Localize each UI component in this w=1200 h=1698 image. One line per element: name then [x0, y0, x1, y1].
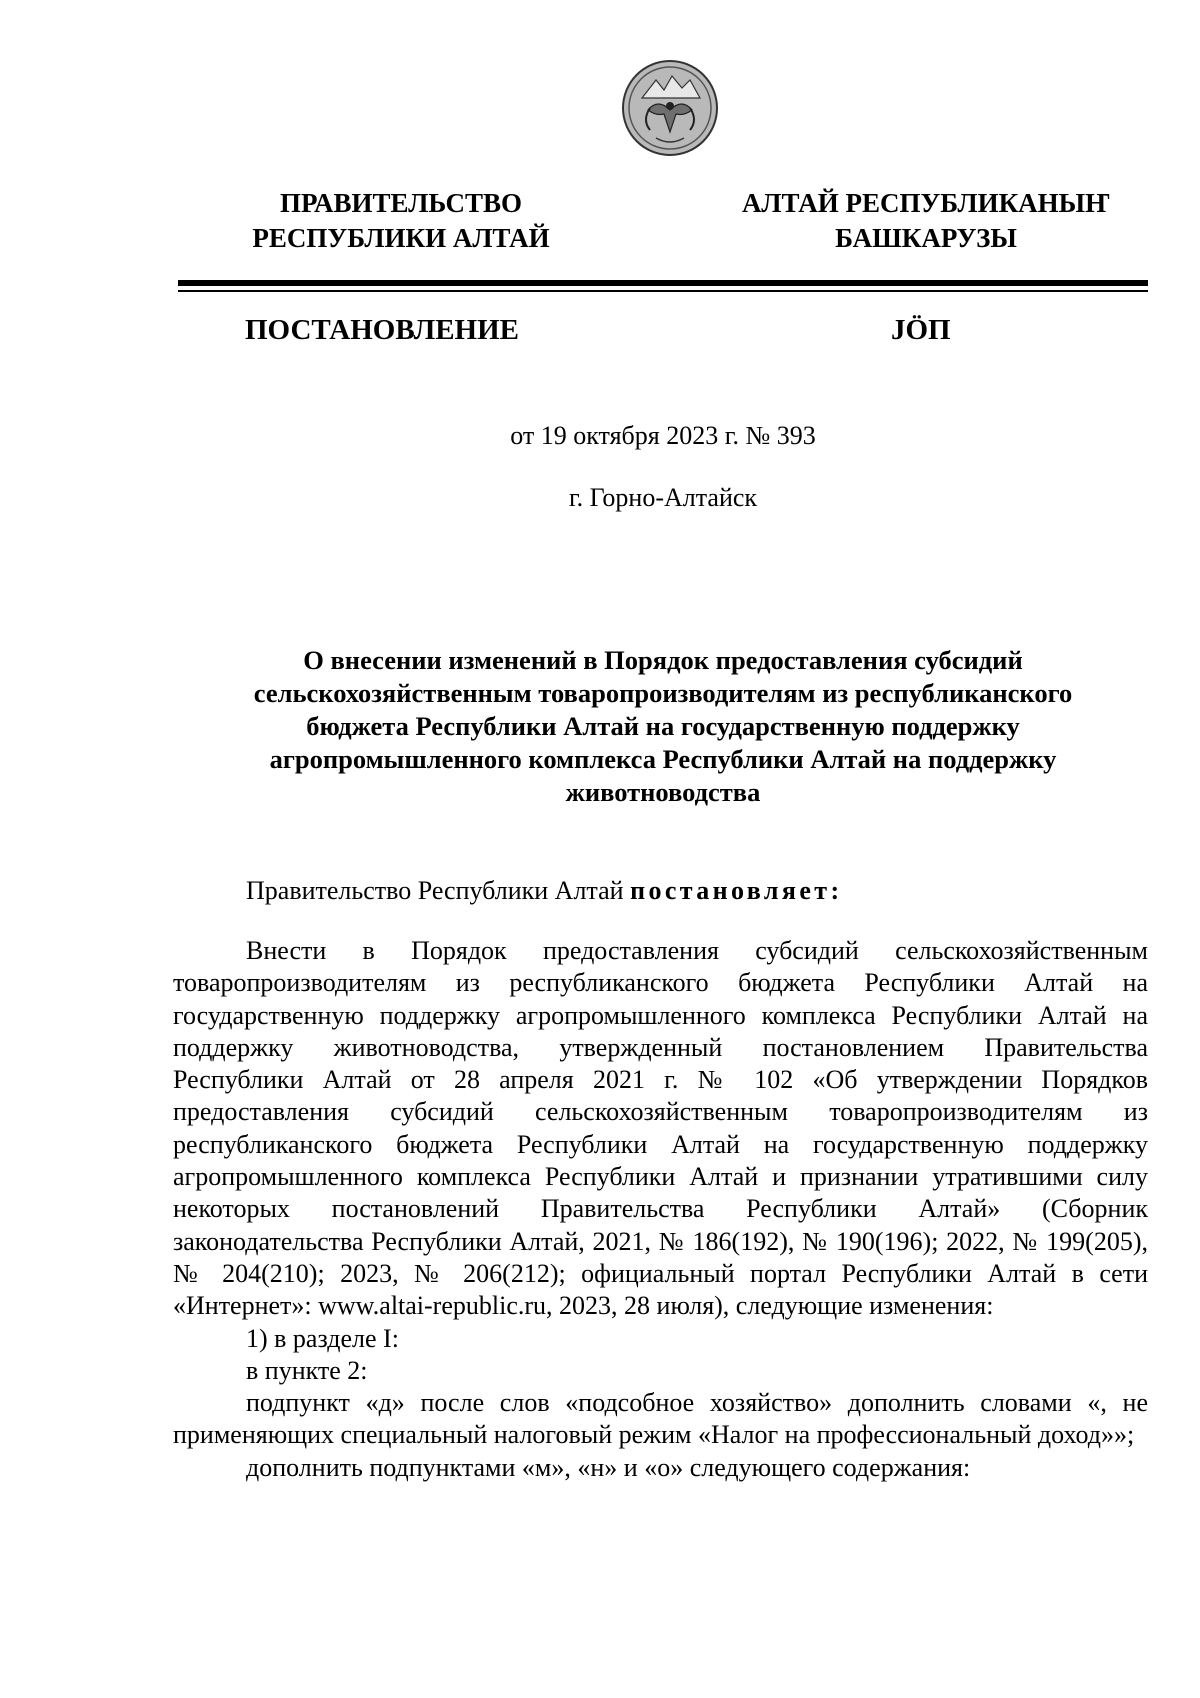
header-left-line1: ПРАВИТЕЛЬСТВО	[279, 188, 523, 218]
body-paragraph: 1) в разделе I:	[246, 1323, 399, 1353]
decree-statement	[246, 875, 843, 907]
header-divider-thick	[178, 280, 1148, 286]
body-paragraph: дополнить подпунктами «м», «н» и «о» следующего содержания:	[246, 1452, 971, 1482]
document-city: г. Горно-Алтайск	[568, 483, 758, 512]
header-divider-thin	[178, 290, 1148, 292]
decree-verb: постановляет:	[630, 876, 843, 905]
document-subject-title	[200, 644, 1126, 809]
document-date-number: от 19 октября 2023 г. № 393	[510, 421, 816, 450]
decree-subject: Правительство Республики Алтай	[246, 876, 624, 905]
document-body	[173, 935, 1148, 1484]
subject-line: животноводства	[565, 777, 761, 807]
subject-line: агропромышленного комплекса Республики Алтай на поддержку	[269, 744, 1057, 774]
coat-of-arms-emblem-icon	[620, 58, 720, 158]
body-paragraph: Внести в Порядок предоставления субсидий сельскохозяйственным товаропроизводителям из республиканского бюджета Республики Алтай на государственную поддержку агропромышленного комплекса Республики Алтай на поддержку животноводства, утвержденный постановлением Правительства Республики Алтай от 28 апреля 2021 г. № 102 «Об утверждении Порядков предоставления субсидий сельскохозяйственным товаропроизводителям из республиканского бюджета Республики Алтай на государственную поддержку агропромышленного комплекса Республики Алтай и признании утратившими силу некоторых постановлений Правительства Республики Алтай» (Сборник законодательства Республики Алтай, 2021, № 186(192), № 190(196); 2022, № 199(205), № 204(210); 2023, № 206(212); официальный портал Республики Алтай в сети «Интернет»: www.altai-republic.ru, 2023, 28 июля), следующие изменения:	[173, 936, 1148, 1321]
header-right-altai	[732, 186, 1120, 256]
subject-line: О внесении изменений в Порядок предоставления субсидий	[303, 645, 1023, 675]
body-paragraph: подпункт «д» после слов «подсобное хозяйство» дополнить словами «, не применяющих специальный налоговый режим «Налог на профессиональный доход»»;	[173, 1388, 1148, 1450]
header-left-ru	[226, 186, 576, 256]
header-left-line2: РЕСПУБЛИКИ АЛТАЙ	[252, 223, 550, 253]
subject-line: бюджета Республики Алтай на государственную поддержку	[306, 711, 1020, 741]
header-right-line2: БАШКАРУЗЫ	[835, 223, 1017, 253]
doc-type-ru: ПОСТАНОВЛЕНИЕ	[245, 314, 520, 346]
subject-line: сельскохозяйственным товаропроизводителям из республиканского	[253, 678, 1073, 708]
header-right-line1: АЛТАЙ РЕСПУБЛИКАНЫҤ	[741, 188, 1111, 218]
doc-type-altai: JӦП	[891, 314, 951, 346]
body-paragraph: в пункте 2:	[246, 1355, 368, 1385]
